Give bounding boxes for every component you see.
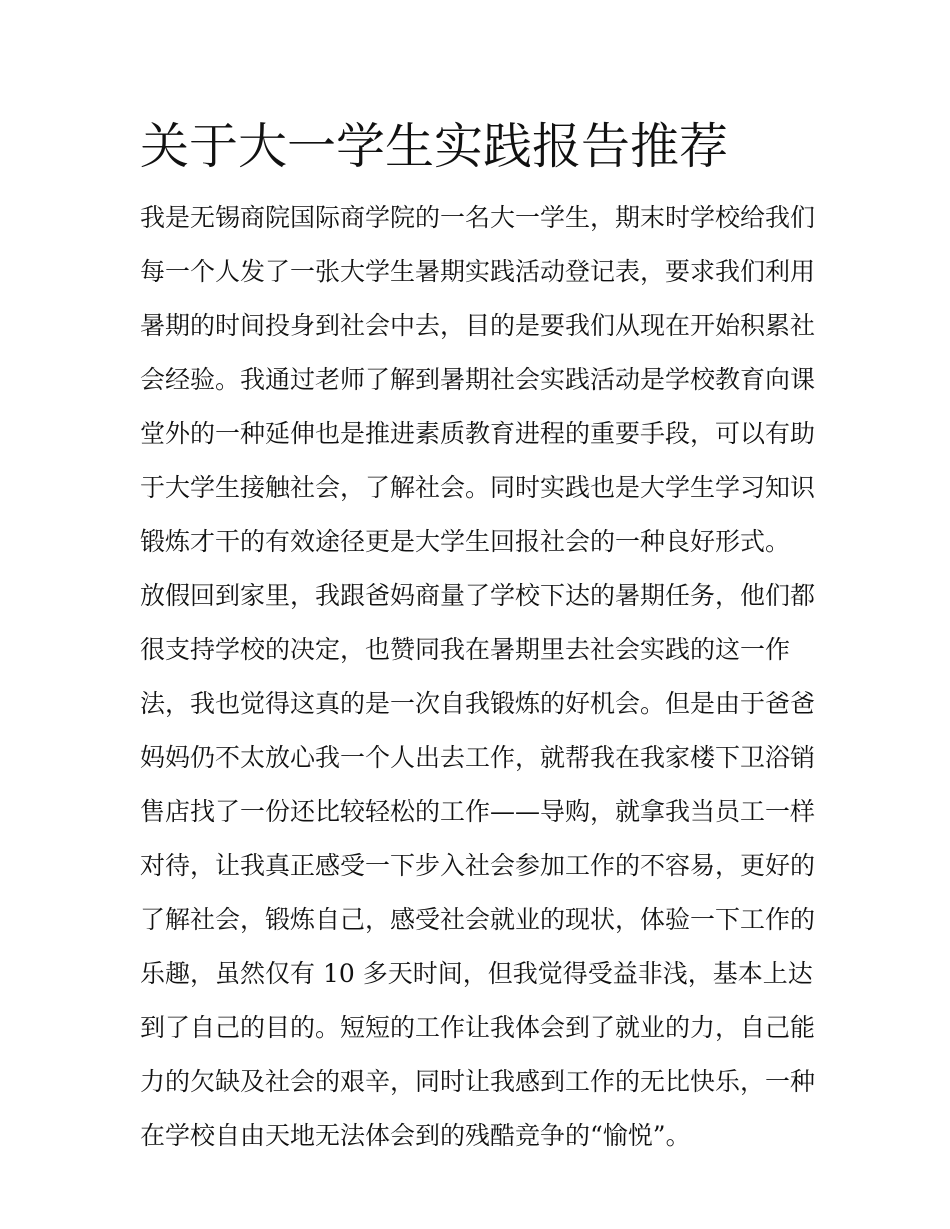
document-title: 关于大一学生实践报告推荐 [140,118,729,175]
paragraph-line: 了解社会，锻炼自己，感受社会就业的现状，体验一下工作的 [140,905,816,934]
paragraph-line: 售店找了一份还比较轻松的工作——导购，就拿我当员工一样 [140,797,816,826]
paragraph-line: 堂外的一种延伸也是推进素质教育进程的重要手段，可以有助 [140,419,816,448]
paragraph-line: 对待，让我真正感受一下步入社会参加工作的不容易，更好的 [140,851,816,880]
paragraph-line: 会经验。我通过老师了解到暑期社会实践活动是学校教育向课 [140,365,816,394]
paragraph-line: 力的欠缺及社会的艰辛，同时让我感到工作的无比快乐，一种 [140,1067,816,1096]
paragraph-line: 每一个人发了一张大学生暑期实践活动登记表，要求我们利用 [140,257,816,286]
paragraph-line: 暑期的时间投身到社会中去，目的是要我们从现在开始积累社 [140,311,816,340]
paragraph-line: 于大学生接触社会，了解社会。同时实践也是大学生学习知识 [140,473,816,502]
paragraph-line: 妈妈仍不太放心我一个人出去工作，就帮我在我家楼下卫浴销 [140,743,816,772]
paragraph-line: 乐趣，虽然仅有 10 多天时间，但我觉得受益非浅，基本上达 [140,959,813,988]
paragraph-line: 法，我也觉得这真的是一次自我锻炼的好机会。但是由于爸爸 [140,689,816,718]
paragraph-line: 锻炼才干的有效途径更是大学生回报社会的一种良好形式。 [140,527,791,556]
paragraph-line: 到了自己的目的。短短的工作让我体会到了就业的力，自己能 [140,1013,816,1042]
paragraph-line: 我是无锡商院国际商学院的一名大一学生，期末时学校给我们 [140,203,816,232]
paragraph-line: 在学校自由天地无法体会到的残酷竞争的“愉悦”。 [140,1121,691,1150]
paragraph-line: 很支持学校的决定，也赞同我在暑期里去社会实践的这一作 [140,635,791,664]
paragraph-line: 放假回到家里，我跟爸妈商量了学校下达的暑期任务，他们都 [140,581,816,610]
